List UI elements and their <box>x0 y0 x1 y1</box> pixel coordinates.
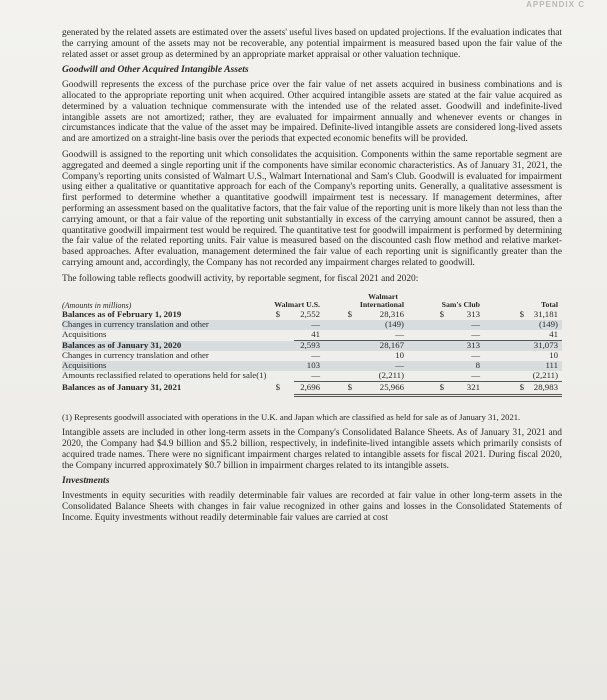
cell-total: 10 <box>549 349 558 360</box>
row-label: Acquisitions <box>62 359 107 370</box>
goodwill-paragraph-2: Goodwill is assigned to the reporting unit which consolidates the acquisition. Components within the same reportable segment are aggregated and deemed a single reporting unit if the components have similar economic characteristics. As of January 31, 2021, the Company's reporting units consisted of Walmart U.S., Walmart International and Sam's Club. Goodwill is evaluated for impairment using either a qualitative or quantitative approach for each of the Company's reporting units. Generally, a qualitative assessment is first performed to determine whether a quantitative goodwill impairment test is necessary. If management determines, after performing an assessment based on the qualitative factors, that the fair value of the reporting unit is more likely than not less than the carrying amount, or that a fair value of the reporting unit substantially in excess of the carrying amount cannot be assured, then a quantitative goodwill impairment test would be required. The quantitative test for goodwill impairment is performed by determining the fair value of the related reporting units. Fair value is measured based on the discounted cash flow method and relative market-based approaches. After evaluation, management determined the fair value of each reporting unit is significantly greater than the carrying amount and, accordingly, the Company has not recorded any impairment charges related to goodwill. <box>62 149 562 268</box>
cell-walmart-us: — <box>311 369 320 380</box>
intro-paragraph: generated by the related assets are estimated over the assets' useful lives based on updated projections. If the evaluation indicates that the carrying amount of the assets may not be recoverable, any potential impairment is measured based upon the fair value of the related asset or asset group as determined by an appropriate market appraisal or other valuation technique. <box>62 28 562 60</box>
col-header-total: Total <box>540 299 558 309</box>
units-note: (Amounts in millions) <box>62 300 132 310</box>
cell-walmart-us: — <box>311 318 320 329</box>
cell-walmart-us: — <box>311 349 320 360</box>
currency-sign: $ <box>519 381 524 392</box>
row-label: Changes in currency translation and other <box>62 318 209 329</box>
currency-sign: $ <box>439 381 444 392</box>
row-label: Changes in currency translation and other <box>62 349 209 360</box>
cell-walmart-us: 103 <box>306 359 320 370</box>
cell-walmart-intl: — <box>395 328 404 339</box>
table-footnote: (1) Represents goodwill associated with operations in the U.K. and Japan which are classified as held for sale as of January 31, 2021. <box>62 411 521 422</box>
cell-sams-club: 313 <box>466 339 480 350</box>
row-label: Balances as of January 31, 2021 <box>62 381 182 392</box>
document-content <box>62 28 562 529</box>
cell-total: 41 <box>549 328 558 339</box>
cell-walmart-intl: 10 <box>395 349 404 360</box>
cell-walmart-intl: 25,966 <box>379 381 404 392</box>
cell-total: 111 <box>545 359 558 370</box>
cell-total: (2,211) <box>532 369 558 380</box>
table-row <box>62 383 562 393</box>
currency-sign: $ <box>347 381 352 392</box>
col-header-walmart-intl-line2: International <box>359 299 404 309</box>
double-rule-top <box>294 394 562 395</box>
cell-sams-club: 8 <box>475 359 480 370</box>
col-header-walmart-intl-line1: Walmart <box>368 291 398 301</box>
goodwill-table <box>62 291 562 411</box>
cell-walmart-us: 2,593 <box>300 339 320 350</box>
table-row <box>62 371 562 381</box>
cell-walmart-intl: (2,211) <box>378 369 404 380</box>
cell-sams-club: 313 <box>466 308 480 319</box>
cell-total: 31,181 <box>533 308 558 319</box>
cell-sams-club: — <box>471 318 480 329</box>
currency-sign: $ <box>275 381 280 392</box>
cell-walmart-intl: 28,167 <box>379 339 404 350</box>
cell-total: 28,983 <box>533 381 558 392</box>
row-label: Amounts reclassified related to operations held for sale(1) <box>62 369 267 380</box>
cell-walmart-us: 41 <box>311 328 320 339</box>
cell-total: 31,073 <box>533 339 558 350</box>
col-header-sams-club: Sam's Club <box>441 299 480 309</box>
cell-sams-club: — <box>471 328 480 339</box>
intangible-paragraph: Intangible assets are included in other long-term assets in the Company's Consolidated Balance Sheets. As of January 31, 2021 and 2020, the Company had $4.9 billion and $5.2 billion, respectively, in indefinite-lived intangible assets which primarily consists of acquired trade names. There were no significant impairment charges related to intangible assets for fiscal 2021. During fiscal 2020, the Company incurred approximately $0.7 billion in impairment charges related to its intangible assets. <box>62 428 562 471</box>
cell-walmart-us: 2,552 <box>300 308 320 319</box>
row-label: Acquisitions <box>62 328 107 339</box>
goodwill-heading: Goodwill and Other Acquired Intangible Assets <box>62 64 249 76</box>
cell-walmart-intl: — <box>395 359 404 370</box>
table-row <box>62 330 562 340</box>
investments-heading: Investments <box>62 475 110 487</box>
row-label: Balances as of February 1, 2019 <box>62 308 182 319</box>
cell-sams-club: — <box>471 369 480 380</box>
goodwill-paragraph-1: Goodwill represents the excess of the purchase price over the fair value of net assets acquired in business combinations and is allocated to the appropriate reporting unit when acquired. Other acquired intangible assets are stated at the fair value acquired as determined by a valuation technique commensurate with the intended use of the related asset. Goodwill and indefinite-lived intangible assets are not amortized; rather, they are evaluated for impairment annually and whenever events or changes in circumstances indicate that the value of the asset may be impaired. Definite-lived intangible assets are considered long-lived assets and are amortized on a straight-line basis over the periods that expected economic benefits will be provided. <box>62 80 562 145</box>
cell-sams-club: — <box>471 349 480 360</box>
cell-total: (149) <box>538 318 558 329</box>
cell-walmart-us: 2,696 <box>300 381 320 392</box>
cell-walmart-intl: (149) <box>384 318 404 329</box>
double-rule-bottom <box>294 396 562 397</box>
appendix-tab: APPENDIX C <box>526 0 585 9</box>
col-header-walmart-us: Walmart U.S. <box>274 299 320 309</box>
cell-walmart-intl: 28,316 <box>379 308 404 319</box>
table-intro: The following table reflects goodwill activity, by reportable segment, for fiscal 2021 and 2020: <box>62 273 419 284</box>
currency-sign: $ <box>275 308 280 319</box>
currency-sign: $ <box>439 308 444 319</box>
investments-paragraph: Investments in equity securities with readily determinable fair values are recorded at fair value in other long-term assets in the Consolidated Balance Sheets with changes in fair value recognized in other gains and losses in the Consolidated Statements of Income. Equity investments without readily determinable fair values are carried at cost <box>62 491 562 523</box>
currency-sign: $ <box>347 308 352 319</box>
currency-sign: $ <box>519 308 524 319</box>
cell-sams-club: 321 <box>466 381 480 392</box>
row-label: Balances as of January 31, 2020 <box>62 339 182 350</box>
